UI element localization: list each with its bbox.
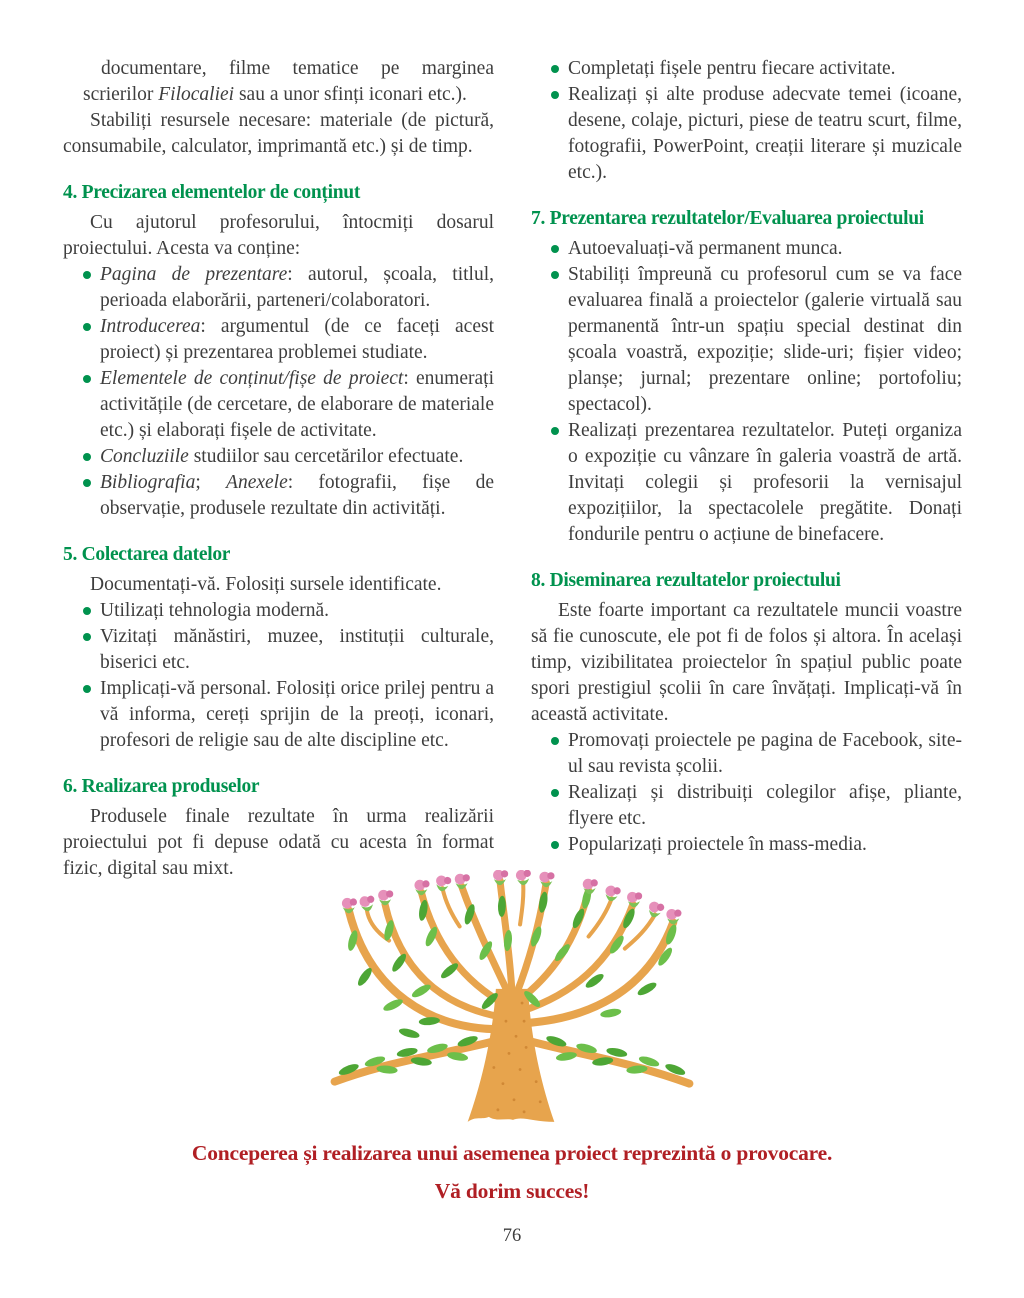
list-item [63,676,494,754]
list-item-text: Implicați-vă personal. Folosiți orice prilej pentru a vă informa, cereți sprijin de la preoți, iconari, profesori de religie sau de alte discipline etc. [100,678,494,751]
list-item [63,444,494,470]
bullet-icon [83,607,91,615]
bullet-icon [551,841,559,849]
list-item-text: Stabiliți împreună cu profesorul cum se va face evaluarea finală a proiectelor (galerie virtuală sau permanentă într-un spațiu special destinat din școala voastră, expoziție; slide-uri; fișier video; planșe; jurnal; prezentare online; portofoliu; spectacol). [568,264,962,415]
closing-note-line-1: Conceperea și realizarea unui asemenea proiect reprezintă o provocare. [191,1141,833,1165]
list-item-text: Utilizați tehnologia modernă. [100,600,330,621]
list-item [531,418,962,548]
bullet-icon [551,427,559,435]
bullet-icon [83,479,91,487]
bullet-list [531,728,962,858]
bullet-list [531,56,962,186]
paragraph: Cu ajutorul profesorului, întocmiți dosarul proiectului. Acesta va conține: [63,212,494,259]
list-item [63,624,494,676]
list-item [531,56,962,82]
closing-note [0,1134,1024,1210]
left-column [63,56,494,882]
bullet-icon [551,245,559,253]
bullet-icon [83,375,91,383]
bullet-icon [83,453,91,461]
list-item [63,598,494,624]
bullet-icon [551,91,559,99]
paragraph: Este foarte important ca rezultatele muncii voastre să fie cunoscute, ele pot fi de folos și altora. În același timp, vizibilitatea proiectelor în spațiul public poate spori prestigiul școlii în care învățați. Implicați-vă în această activitate. [531,600,962,725]
section-heading-7: 7. Prezentarea rezultatelor/Evaluarea proiectului [531,208,924,229]
list-item-text: Pagina de prezentare: autorul, școala, titlul, perioada elaborării, parteneri/colaboratori. [100,264,494,311]
bullet-icon [551,271,559,279]
list-item-text: Vizitați mănăstiri, muzee, instituții culturale, biserici etc. [100,626,494,673]
bullet-list [63,598,494,754]
list-item [531,236,962,262]
right-column [531,56,962,882]
list-item-text: Realizați și distribuiți colegilor afișe, pliante, flyere etc. [568,782,962,829]
bullet-icon [551,789,559,797]
list-item-text: Completați fișele pentru fiecare activitate. [568,58,896,79]
bullet-icon [551,737,559,745]
list-item-text: Promovați proiectele pe pagina de Facebook, site-ul sau revista școlii. [568,730,962,777]
list-item [531,832,962,858]
bullet-icon [551,65,559,73]
list-item [63,470,494,522]
page-number: 76 [502,1226,522,1246]
bullet-list [531,236,962,548]
list-item [531,82,962,186]
list-item-text: Popularizați proiectele în mass-media. [568,834,867,855]
bullet-icon [83,685,91,693]
list-item [63,314,494,366]
paragraph: Documentați-vă. Folosiți sursele identificate. [90,574,442,595]
section-heading-6: 6. Realizarea produselor [63,776,260,797]
list-item [63,262,494,314]
bullet-list [63,262,494,522]
list-item-text: Concluziile studiilor sau cercetărilor efectuate. [100,446,464,467]
list-item [63,366,494,444]
list-item-text: Realizați și alte produse adecvate temei (icoane, desene, colaje, picturi, piese de teatru scurt, filme, fotografii, PowerPoint, creații literare și muzicale etc.). [568,84,962,183]
list-item-text: Realizați prezentarea rezultatelor. Puteți organiza o expoziție cu vânzare în galeria voastră de artă. Invitați colegii și profesorii la vernisajul expozițiilor, la spectacolele pregătite. Donați fondurile pentru o acțiune de binefacere. [568,420,962,545]
tree-illustration [308,870,716,1132]
section-heading-4: 4. Precizarea elementelor de conținut [63,182,361,203]
list-item-text: Bibliografia; Anexele: fotografii, fișe de observație, produsele rezultate din activități. [100,472,494,519]
list-item [531,262,962,418]
section-heading-5: 5. Colectarea datelor [63,544,231,565]
list-item-text: Introducerea: argumentul (de ce faceți acest proiect) și prezentarea problemei studiate. [100,316,494,363]
bullet-icon [83,633,91,641]
list-item [531,728,962,780]
closing-note-line-2: Vă dorim succes! [434,1179,590,1203]
list-item-text: Autoevaluați-vă permanent munca. [568,238,843,259]
paragraph: Produsele finale rezultate în urma realizării proiectului pot fi depuse odată cu acesta în format fizic, digital sau mixt. [63,806,494,879]
bullet-icon [83,323,91,331]
continuation-paragraph: documentare, filme tematice pe marginea scrierilor Filocaliei sau a unor sfinți iconari etc.). [83,58,494,105]
list-item [531,780,962,832]
list-item-text: Elementele de conținut/fișe de proiect: enumerați activitățile (de cercetare, de elaborare de materiale etc.) și elaborați fișele de activitate. [100,368,494,441]
bullet-icon [83,271,91,279]
section-heading-8: 8. Diseminarea rezultatelor proiectului [531,570,841,591]
paragraph: Stabiliți resursele necesare: materiale (de pictură, consumabile, calculator, imprimantă etc.) și de timp. [63,110,494,157]
